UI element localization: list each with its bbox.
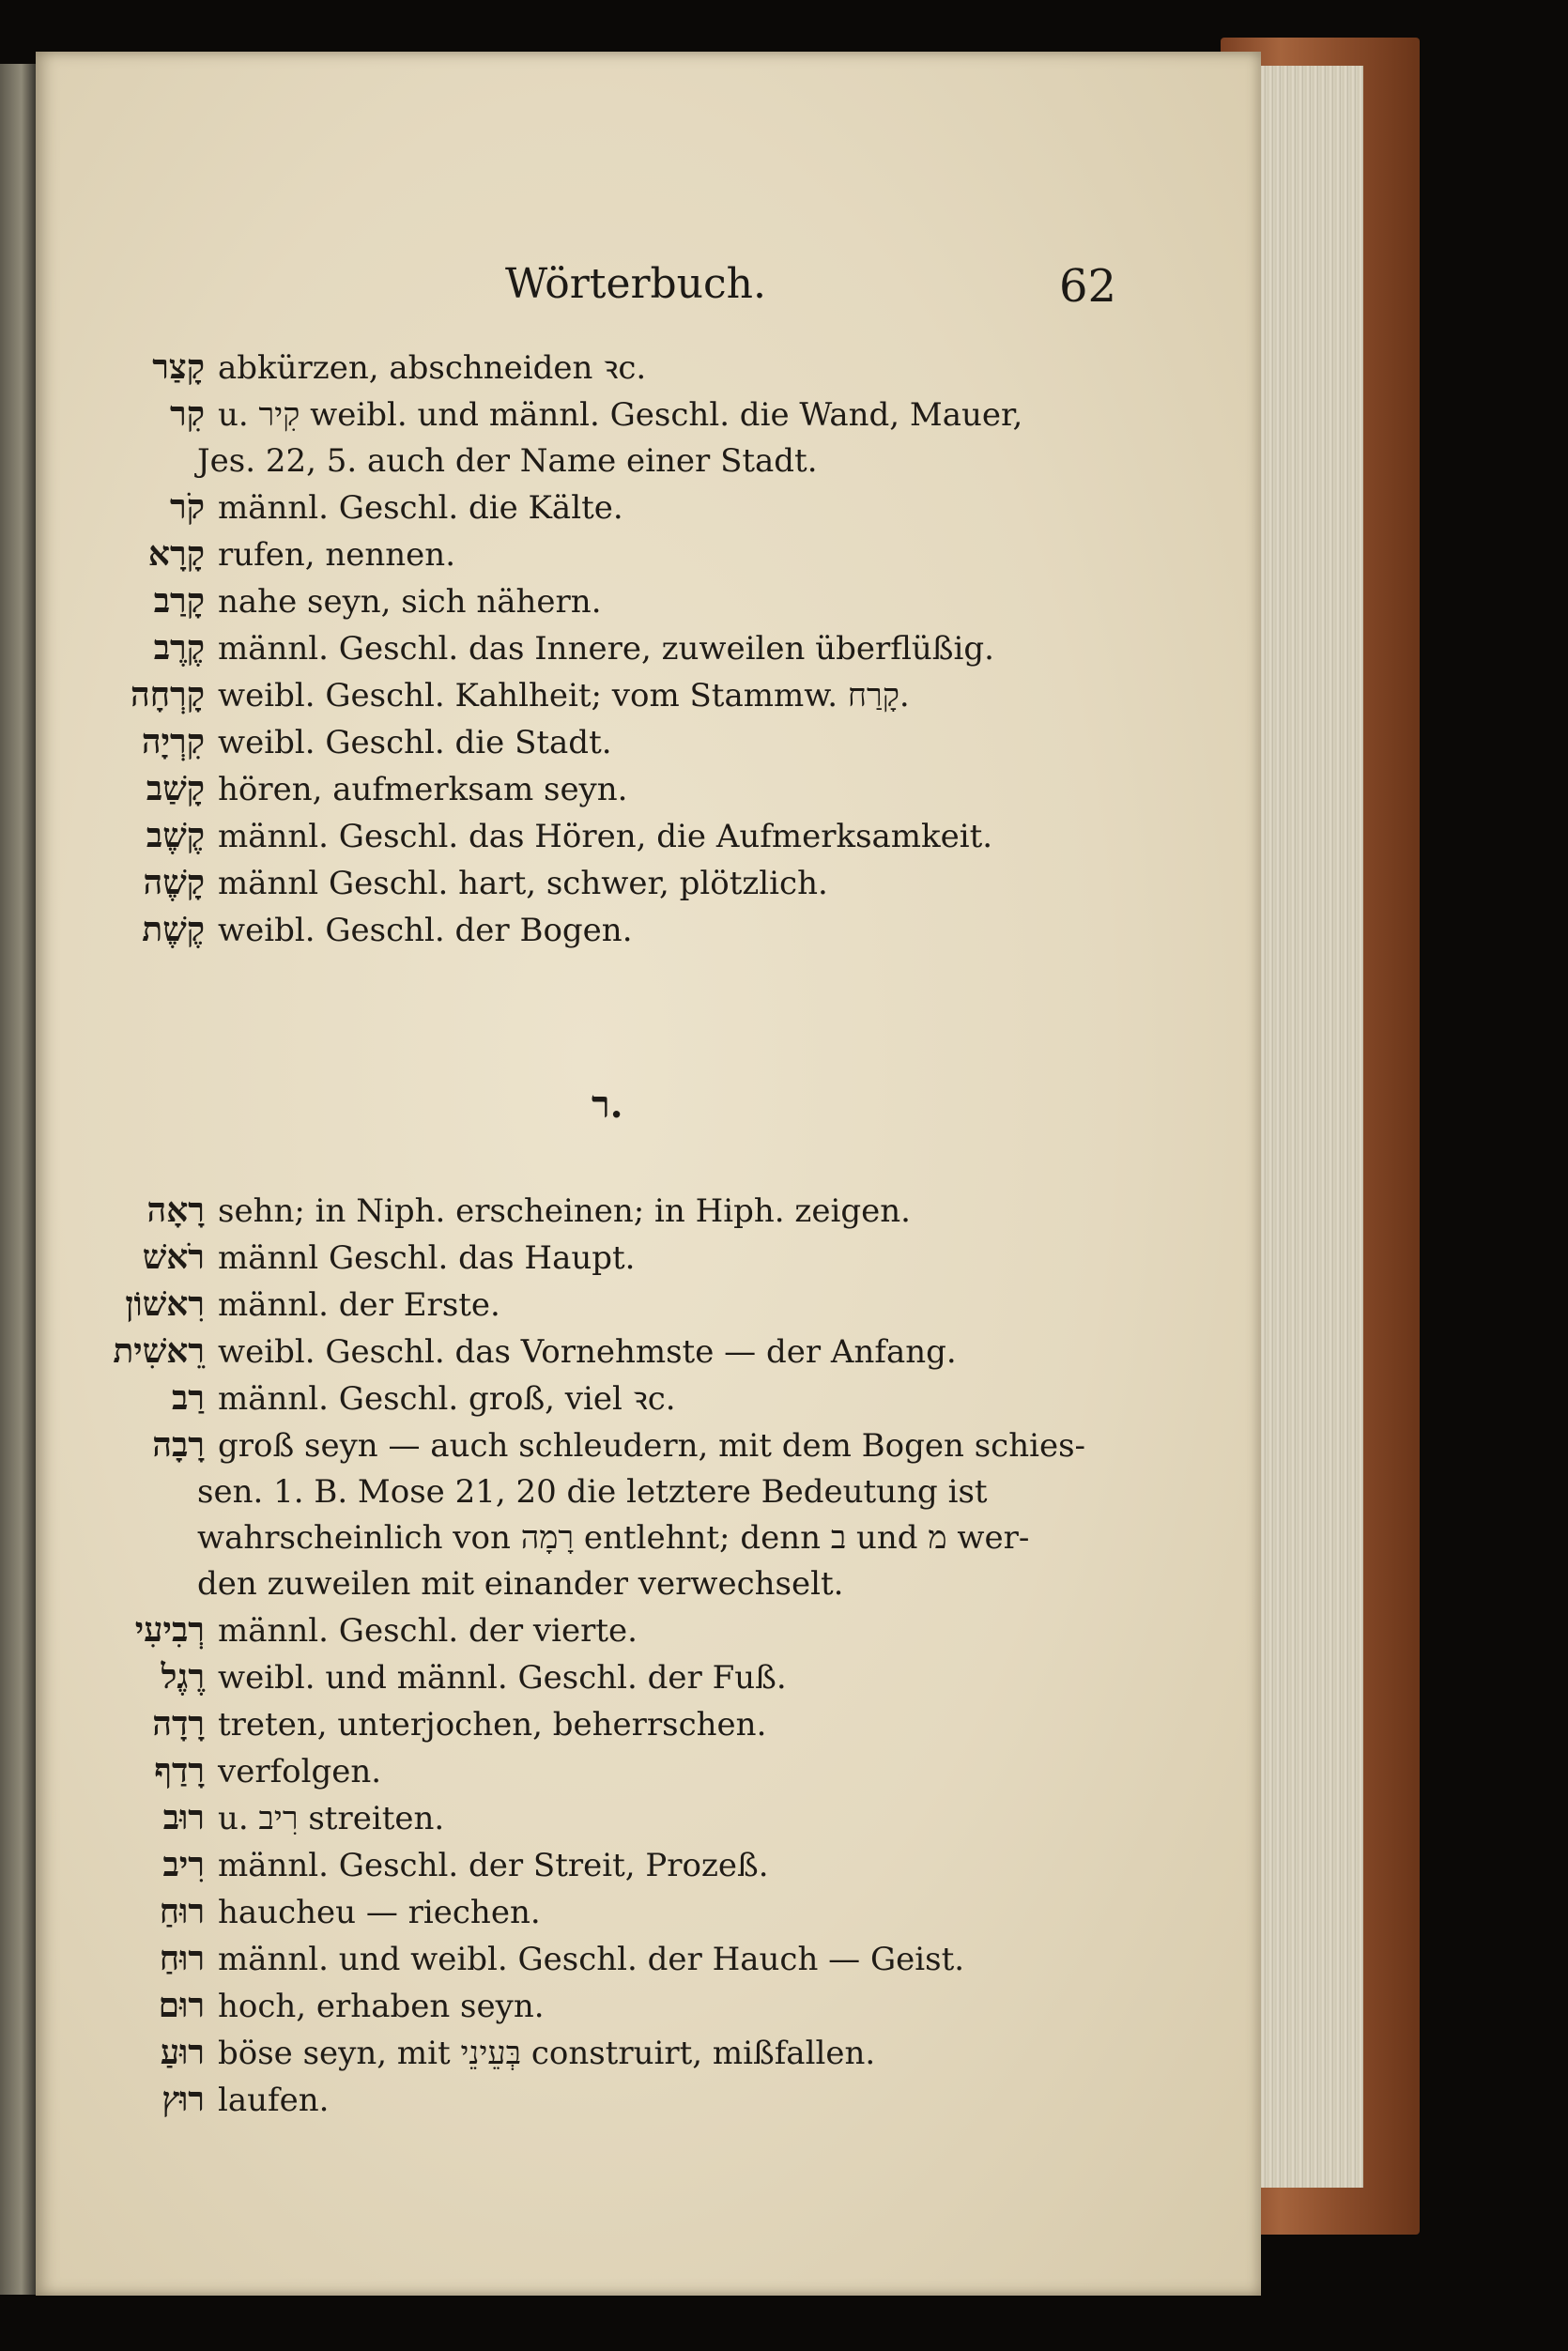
definition: Jes. 22, 5. auch der Name einer Stadt.: [197, 442, 818, 480]
dictionary-entry: [111, 1422, 1162, 1469]
definition: weibl. Geschl. Kahlheit; vom Stammw. קָרַח.: [218, 677, 910, 715]
headword: רִאשׁוֹן: [125, 1284, 205, 1324]
dictionary-entry: [111, 2077, 1162, 2124]
entry-continuation: [111, 1469, 1162, 1515]
headword: קָשֶׁה: [143, 863, 205, 902]
headword: קָשַׁב: [146, 769, 205, 808]
headword: רִיב: [162, 1845, 205, 1884]
dictionary-entry: [111, 1329, 1162, 1375]
definition: männl. und weibl. Geschl. der Hauch — Geist.: [218, 1941, 965, 1978]
headword: רוּם: [158, 1986, 205, 2025]
definition: rufen, nennen.: [218, 536, 456, 574]
book-page: [36, 52, 1261, 2296]
headword: קֶרֶב: [153, 628, 205, 668]
dictionary-entry: [111, 345, 1162, 392]
definition: sen. 1. B. Mose 21, 20 die letztere Bedeutung ist: [197, 1473, 988, 1511]
dictionary-entry: [111, 907, 1162, 954]
section-heading-resh: ר.: [592, 1083, 623, 1127]
headword: רָבָה: [152, 1425, 205, 1465]
dictionary-entry: [111, 484, 1162, 531]
dictionary-entry: [111, 1654, 1162, 1701]
definition: wahrscheinlich von רָמָה entlehnt; denn ב und מ wer-: [197, 1519, 1030, 1557]
definition: männl. Geschl. das Hören, die Aufmerksamkeit.: [218, 818, 993, 855]
entries-section-resh: [111, 1188, 1162, 2124]
headword: רֶגֶל: [161, 1657, 205, 1697]
headword: רָאָה: [146, 1191, 205, 1230]
dictionary-entry: [111, 1795, 1162, 1842]
headword: רַב: [171, 1378, 205, 1418]
dictionary-entry: [111, 625, 1162, 672]
dictionary-entry: [111, 813, 1162, 860]
headword: רוּעַ: [160, 2033, 205, 2072]
headword: רָדָה: [152, 1704, 205, 1744]
dictionary-entry: [111, 531, 1162, 578]
entries-section-qof: [111, 345, 1162, 954]
dictionary-entry: [111, 766, 1162, 813]
headword: רָדַף: [154, 1751, 205, 1790]
facing-page-edge: [0, 64, 36, 2295]
dictionary-entry: [111, 1235, 1162, 1282]
dictionary-entry: [111, 1282, 1162, 1329]
headword: קָרָא: [147, 534, 205, 574]
headword: קֶשֶׁב: [146, 816, 205, 855]
definition: laufen.: [218, 2082, 330, 2119]
dictionary-entry: [111, 1983, 1162, 2030]
definition: u. קִיר weibl. und männl. Geschl. die Wand, Mauer,: [218, 396, 1023, 434]
dictionary-entry: [111, 1188, 1162, 1235]
definition: groß seyn — auch schleudern, mit dem Bogen schies-: [218, 1427, 1086, 1465]
dictionary-entry: [111, 719, 1162, 766]
headword: קָצַר: [152, 347, 205, 387]
dictionary-entry: [111, 1842, 1162, 1889]
headword: רוּחַ: [159, 1892, 205, 1931]
dictionary-entry: [111, 1889, 1162, 1936]
definition: haucheu — riechen.: [218, 1894, 541, 1931]
definition: weibl. und männl. Geschl. der Fuß.: [218, 1659, 787, 1697]
definition: männl. der Erste.: [218, 1286, 500, 1324]
headword: רֹאשׁ: [142, 1237, 205, 1277]
dictionary-entry: [111, 1701, 1162, 1748]
dictionary-entry: [111, 1607, 1162, 1654]
headword: קִר: [170, 394, 205, 434]
definition: männl. Geschl. das Innere, zuweilen überflüßig.: [218, 630, 994, 668]
definition: treten, unterjochen, beherrschen.: [218, 1706, 767, 1744]
definition: u. רִיב streiten.: [218, 1800, 445, 1837]
definition: verfolgen.: [218, 1753, 382, 1790]
definition: weibl. Geschl. das Vornehmste — der Anfang.: [218, 1333, 957, 1371]
definition: nahe seyn, sich nähern.: [218, 583, 602, 621]
headword: קָרְחָה: [131, 675, 205, 715]
headword: רוּחַ: [159, 1939, 205, 1978]
entry-continuation: [111, 1515, 1162, 1561]
headword: רֵאשִׁית: [113, 1331, 205, 1371]
dictionary-entry: [111, 2030, 1162, 2077]
dictionary-entry: [111, 578, 1162, 625]
definition: hören, aufmerksam seyn.: [218, 771, 628, 808]
dictionary-entry: [111, 1936, 1162, 1983]
headword: רְבִיעִי: [134, 1610, 205, 1650]
headword: קָרַב: [153, 581, 205, 621]
entry-continuation: [111, 438, 1162, 484]
running-head: Wörterbuch.: [505, 260, 766, 308]
definition: männl. Geschl. groß, viel ꝛc.: [218, 1380, 676, 1418]
definition: weibl. Geschl. die Stadt.: [218, 724, 612, 761]
headword: קֶשֶׁת: [142, 910, 205, 949]
definition: böse seyn, mit בְּעֵינֵי construirt, mißfallen.: [218, 2035, 876, 2072]
dictionary-entry: [111, 1375, 1162, 1422]
headword: קִרְיָה: [141, 722, 205, 761]
page-number: 62: [1059, 260, 1117, 313]
definition: männl Geschl. hart, schwer, plötzlich.: [218, 865, 828, 902]
definition: weibl. Geschl. der Bogen.: [218, 912, 633, 949]
page-edges: [1249, 66, 1363, 2188]
headword: קֹר: [170, 487, 205, 527]
dictionary-entry: [111, 672, 1162, 719]
definition: hoch, erhaben seyn.: [218, 1988, 545, 2025]
entry-continuation: [111, 1561, 1162, 1607]
definition: männl. Geschl. der vierte.: [218, 1612, 638, 1650]
definition: männl. Geschl. die Kälte.: [218, 489, 623, 527]
dictionary-entry: [111, 1748, 1162, 1795]
definition: männl. Geschl. der Streit, Prozeß.: [218, 1847, 769, 1884]
headword: רוּץ: [161, 2080, 205, 2119]
definition: den zuweilen mit einander verwechselt.: [197, 1565, 844, 1603]
definition: männl Geschl. das Haupt.: [218, 1239, 636, 1277]
dictionary-entry: [111, 860, 1162, 907]
dictionary-entry: [111, 392, 1162, 438]
definition: sehn; in Niph. erscheinen; in Hiph. zeigen.: [218, 1192, 911, 1230]
definition: abkürzen, abschneiden ꝛc.: [218, 349, 647, 387]
headword: רוּב: [162, 1798, 205, 1837]
